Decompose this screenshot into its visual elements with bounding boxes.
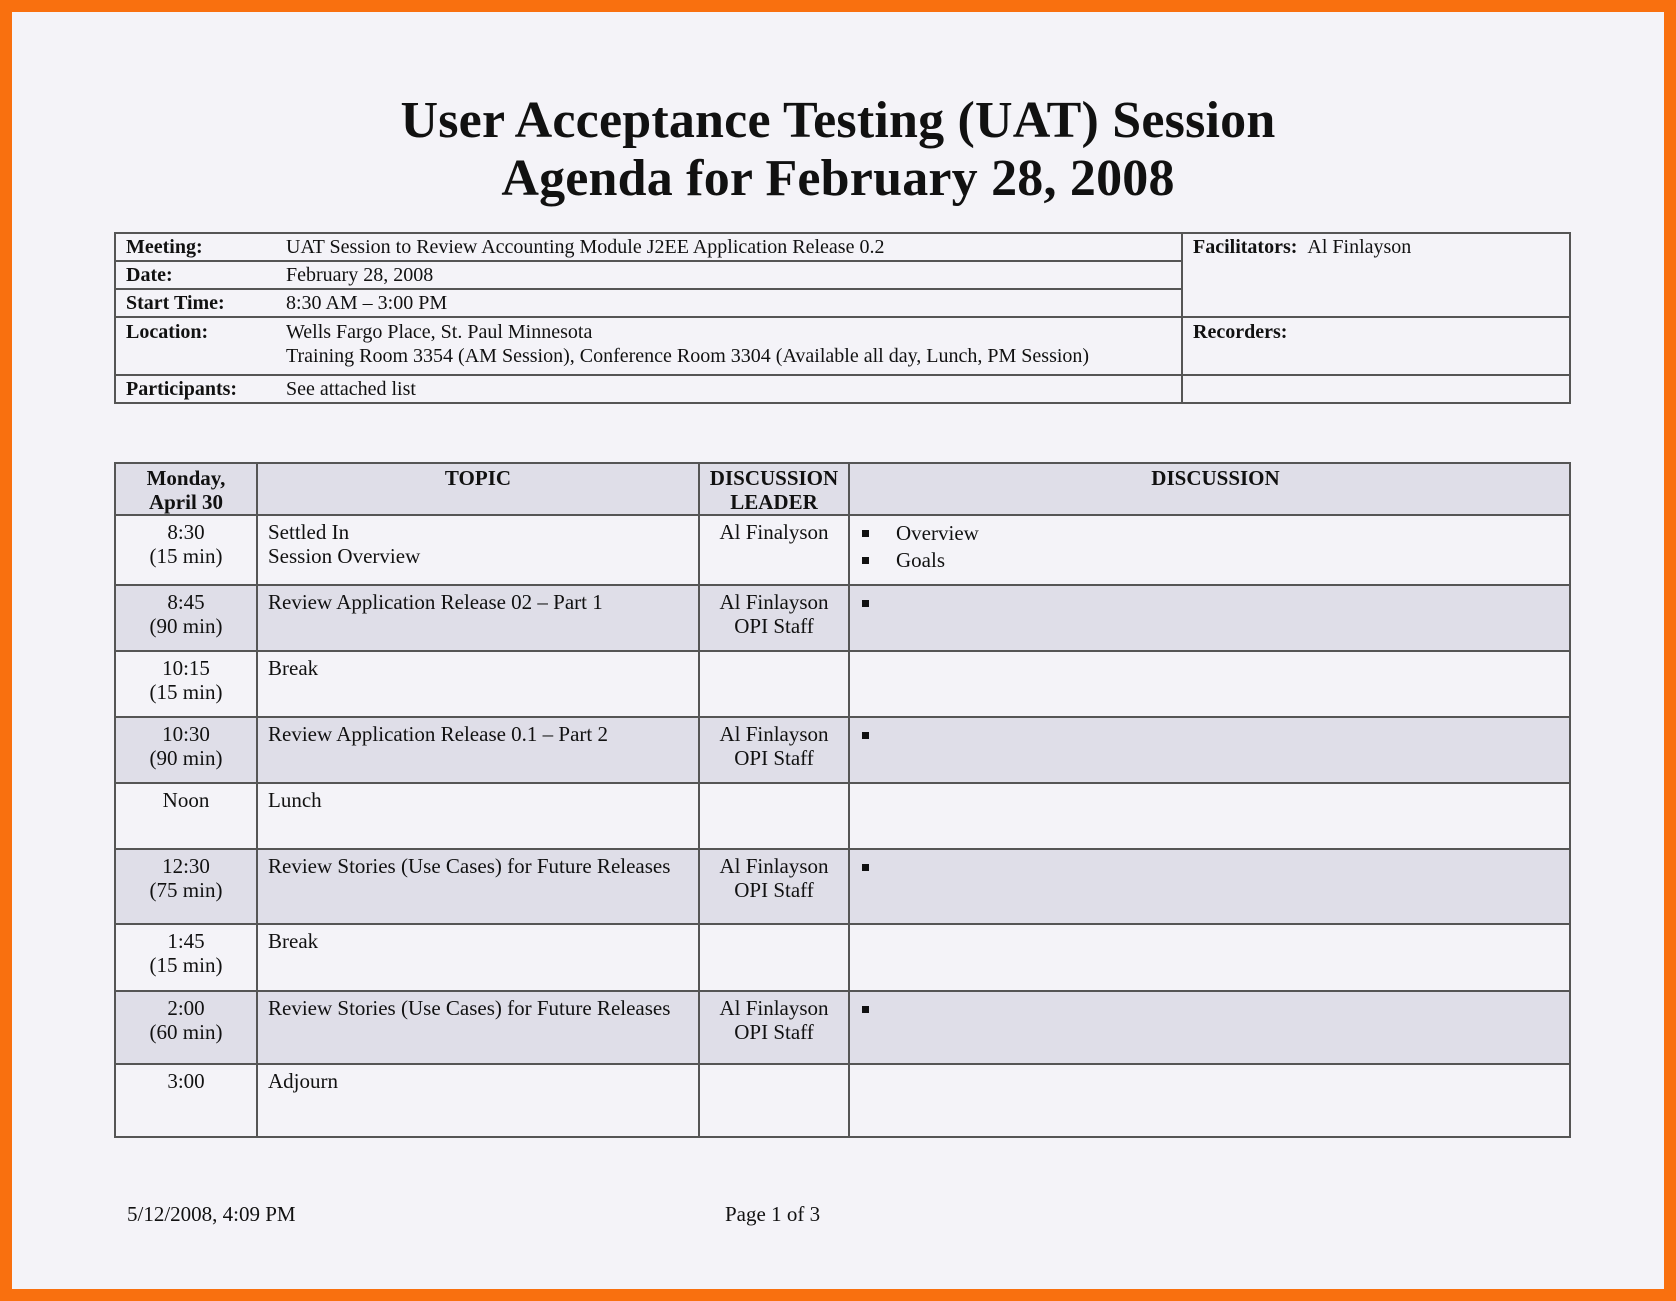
discussion-bullet-item [862, 996, 1559, 1023]
agenda-row [115, 651, 1570, 717]
time-cell [115, 991, 257, 1064]
discussion-cell [849, 1064, 1570, 1137]
leader-cell [699, 515, 849, 585]
time-cell [115, 849, 257, 924]
location-label: Location: [115, 317, 276, 375]
discussion-cell [849, 991, 1570, 1064]
document-title [12, 92, 1664, 208]
leader-line-1: Al Finalyson [719, 520, 829, 544]
topic-line-1: Break [268, 656, 319, 680]
facilitators-label: Facilitators: [1193, 236, 1298, 258]
discussion-cell [849, 515, 1570, 585]
discussion-header: DISCUSSION [849, 463, 1570, 515]
discussion-bullet-item [862, 520, 1559, 547]
topic-line-1: Adjourn [268, 1069, 338, 1093]
agenda-row [115, 991, 1570, 1064]
discussion-bullets [862, 854, 1559, 881]
document-page [12, 12, 1664, 1289]
duration-value: (15 min) [149, 544, 223, 568]
topic-cell [257, 991, 699, 1064]
leader-cell [699, 924, 849, 991]
meeting-label: Meeting: [115, 233, 276, 261]
agenda-row [115, 783, 1570, 849]
start-time-label: Start Time: [115, 289, 276, 317]
bullet-text: Overview [896, 521, 979, 545]
title-line-2: Agenda for February 28, 2008 [501, 150, 1175, 207]
time-value: 3:00 [167, 1069, 205, 1093]
leader-line-2: OPI Staff [734, 1020, 814, 1044]
topic-line-1: Break [268, 929, 319, 953]
topic-line-1: Review Stories (Use Cases) for Future Releases [268, 996, 671, 1020]
day-header-line-2: April 30 [148, 490, 224, 514]
discussion-bullets [862, 590, 1559, 617]
leader-line-2: OPI Staff [734, 614, 814, 638]
footer-page-number: Page 1 of 3 [725, 1202, 821, 1226]
topic-cell [257, 1064, 699, 1137]
square-bullet-icon [862, 557, 869, 564]
topic-cell [257, 717, 699, 783]
time-cell [115, 585, 257, 651]
day-header [115, 463, 257, 515]
agenda-table [114, 462, 1571, 1138]
recorders-cell [1182, 317, 1570, 375]
topic-cell [257, 515, 699, 585]
discussion-cell [849, 651, 1570, 717]
leader-cell [699, 991, 849, 1064]
time-value: 10:15 [162, 656, 210, 680]
leader-header [699, 463, 849, 515]
leader-cell [699, 651, 849, 717]
time-cell [115, 924, 257, 991]
date-value: February 28, 2008 [276, 261, 1182, 289]
discussion-bullet-item [862, 722, 1559, 749]
meeting-value: UAT Session to Review Accounting Module J2EE Application Release 0.2 [276, 233, 1182, 261]
discussion-bullets [862, 996, 1559, 1023]
participants-value: See attached list [276, 375, 1182, 403]
duration-value: (90 min) [149, 746, 223, 770]
agenda-row [115, 515, 1570, 585]
topic-line-2: Session Overview [268, 544, 421, 568]
topic-cell [257, 585, 699, 651]
agenda-row [115, 717, 1570, 783]
duration-value: (15 min) [149, 953, 223, 977]
recorders-label: Recorders: [1193, 321, 1288, 343]
discussion-bullet-item [862, 547, 1559, 574]
duration-value: (90 min) [149, 614, 223, 638]
start-time-value: 8:30 AM – 3:00 PM [276, 289, 1182, 317]
meeting-info-table [114, 232, 1571, 404]
time-value: 1:45 [167, 929, 205, 953]
duration-value: (15 min) [149, 680, 223, 704]
time-value: Noon [162, 788, 210, 812]
agenda-body [115, 515, 1570, 1137]
discussion-cell [849, 924, 1570, 991]
square-bullet-icon [862, 732, 869, 739]
time-value: 10:30 [162, 722, 210, 746]
topic-cell [257, 783, 699, 849]
time-cell [115, 717, 257, 783]
time-value: 8:30 [167, 520, 205, 544]
topic-line-1: Review Application Release 0.1 – Part 2 [268, 722, 609, 746]
leader-cell [699, 585, 849, 651]
square-bullet-icon [862, 600, 869, 607]
agenda-row [115, 1064, 1570, 1137]
date-label: Date: [115, 261, 276, 289]
leader-line-1: Al Finlayson [719, 722, 829, 746]
discussion-cell [849, 849, 1570, 924]
leader-cell [699, 783, 849, 849]
bullet-text: Goals [896, 548, 945, 572]
topic-line-1: Review Stories (Use Cases) for Future Releases [268, 854, 671, 878]
facilitators-cell [1182, 233, 1570, 317]
square-bullet-icon [862, 530, 869, 537]
location-line-1: Wells Fargo Place, St. Paul Minnesota [286, 321, 593, 343]
agenda-row [115, 924, 1570, 991]
discussion-bullet-item [862, 590, 1559, 617]
leader-line-1: Al Finlayson [719, 590, 829, 614]
empty-side-cell [1182, 375, 1570, 403]
time-value: 8:45 [167, 590, 205, 614]
facilitators-value: Al Finlayson [1307, 236, 1412, 258]
topic-cell [257, 924, 699, 991]
topic-cell [257, 651, 699, 717]
discussion-cell [849, 717, 1570, 783]
time-cell [115, 651, 257, 717]
agenda-row [115, 585, 1570, 651]
square-bullet-icon [862, 1006, 869, 1013]
topic-line-1: Review Application Release 02 – Part 1 [268, 590, 603, 614]
discussion-bullets [862, 722, 1559, 749]
time-cell [115, 783, 257, 849]
duration-value: (60 min) [149, 1020, 223, 1044]
square-bullet-icon [862, 864, 869, 871]
discussion-bullet-item [862, 854, 1559, 881]
time-cell [115, 1064, 257, 1137]
leader-line-2: OPI Staff [734, 746, 814, 770]
title-line-1: User Acceptance Testing (UAT) Session [400, 92, 1276, 149]
location-value [276, 317, 1182, 375]
leader-line-1: Al Finlayson [719, 996, 829, 1020]
discussion-cell [849, 585, 1570, 651]
leader-line-2: OPI Staff [734, 878, 814, 902]
leader-line-1: Al Finlayson [719, 854, 829, 878]
participants-label: Participants: [115, 375, 276, 403]
duration-value: (75 min) [149, 878, 223, 902]
leader-cell [699, 1064, 849, 1137]
topic-line-1: Lunch [268, 788, 322, 812]
time-value: 2:00 [167, 996, 205, 1020]
discussion-bullets [862, 520, 1559, 574]
topic-header: TOPIC [257, 463, 699, 515]
topic-cell [257, 849, 699, 924]
leader-header-line-2: LEADER [730, 490, 818, 514]
location-line-2: Training Room 3354 (AM Session), Conference Room 3304 (Available all day, Lunch, PM Session) [286, 345, 1090, 367]
leader-header-line-1: DISCUSSION [709, 466, 839, 490]
time-cell [115, 515, 257, 585]
leader-cell [699, 849, 849, 924]
footer-timestamp: 5/12/2008, 4:09 PM [127, 1202, 296, 1226]
day-header-line-1: Monday, [146, 466, 226, 490]
agenda-row [115, 849, 1570, 924]
time-value: 12:30 [162, 854, 210, 878]
leader-cell [699, 717, 849, 783]
topic-line-1: Settled In [268, 520, 350, 544]
discussion-cell [849, 783, 1570, 849]
